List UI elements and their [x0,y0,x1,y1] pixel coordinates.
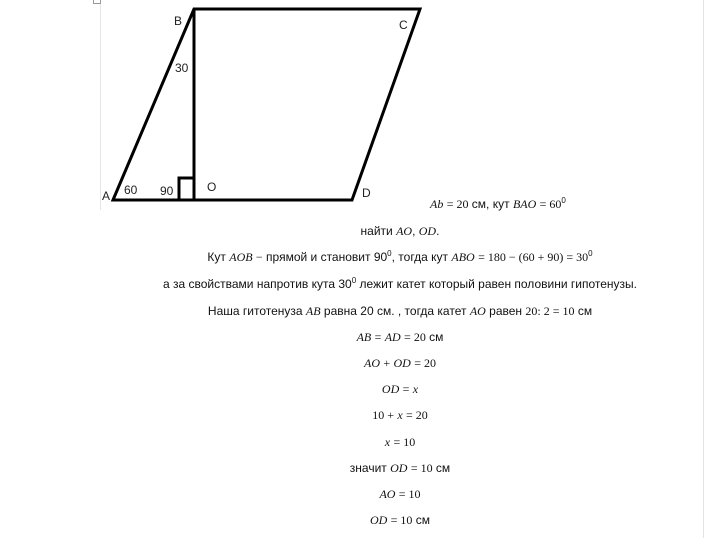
equation-od-final: OD = 10 см [369,513,431,527]
property-line: а за свойствами напротив кута $30^0$ лежит катет который равен половини гипотенузы. [163,276,637,291]
given-statement: Ab = 20 см, кут BAO = $60^0$ [430,196,566,211]
vertex-label-a: A [102,189,111,203]
equation-x-value: x = 10 [384,435,416,449]
angle-aob-line: Кут AOB − прямой и становит $90^0$, тогда кут ABO = $180 - (60 + 90) = 30^0$ [207,249,593,264]
parallelogram-figure [0,0,709,215]
equation-ao-od-sum: AO + OD = 20 [364,356,436,370]
vertex-label-o: O [207,180,217,194]
parallelogram-abcd [113,9,420,200]
equation-od-x: OD = x [381,382,419,396]
equation-ao-final: AO = 10 [379,487,421,501]
right-angle-mark [179,178,194,200]
equation-x-sum: 10 + x = 20 [372,408,428,422]
angle-label-o: 90 [160,184,174,198]
equation-od-result: значит OD = 10 см [349,461,451,475]
hypotenuse-line: Наша гитотенуза AB равна 20 см. , тогда катет AO равен 20: 2 = 10 см [207,304,593,318]
segment-label-bo: 30 [175,61,189,75]
vertex-label-b: B [174,14,183,28]
vertex-label-d: D [362,186,371,200]
angle-label-a: 60 [124,183,138,197]
task-line: найти AO, OD. [360,224,440,238]
vertex-label-c: C [399,18,408,32]
equation-ab-ad: AB = AD = 20 см [356,330,444,344]
